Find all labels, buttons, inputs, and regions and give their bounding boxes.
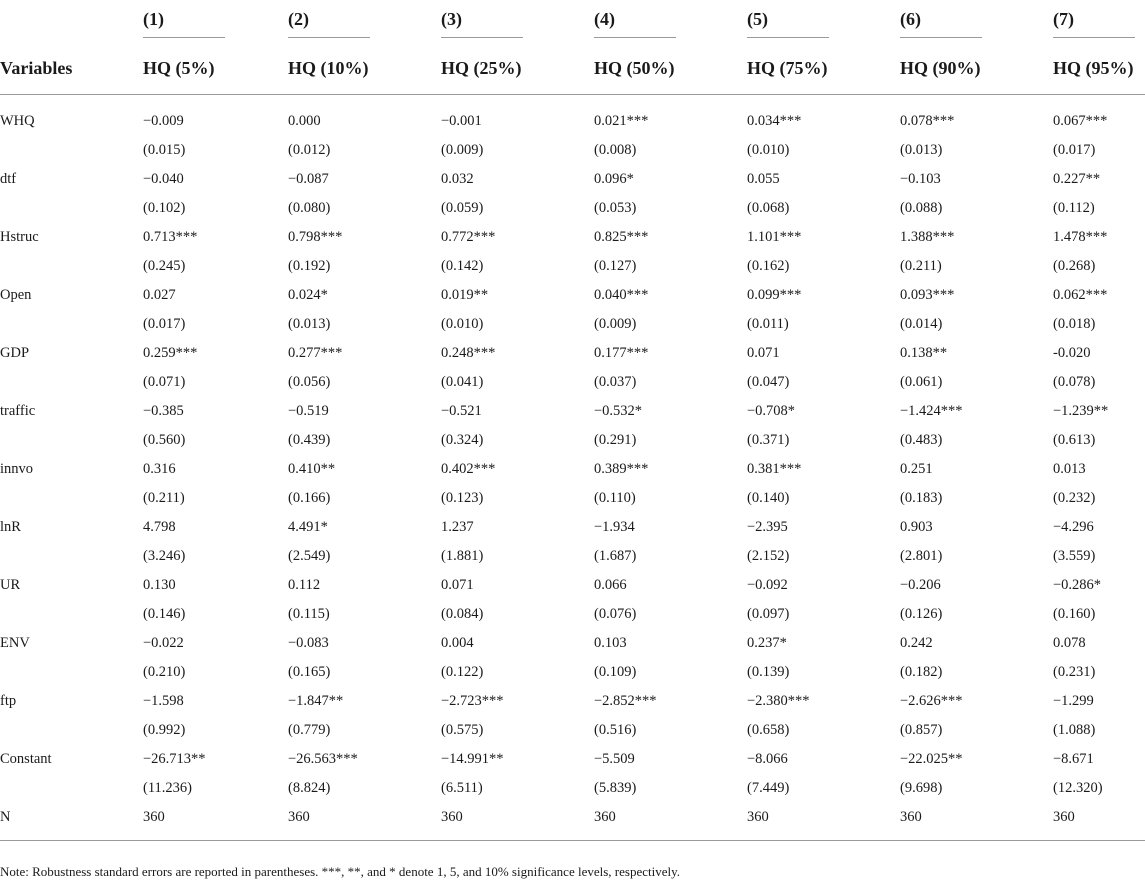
column-rule [441,37,523,38]
std-error-cell: (0.560) [143,432,186,448]
std-error-cell: (11.236) [143,780,192,796]
coefficient-cell: 0.103 [594,635,627,651]
std-error-cell: (0.014) [900,316,943,332]
std-error-cell: (0.061) [900,374,943,390]
variables-header: Variables [0,58,73,78]
column-header: HQ (25%) [441,58,522,78]
std-error-cell: (0.059) [441,200,484,216]
std-error-cell: (0.324) [441,432,484,448]
std-error-cell: (0.013) [288,316,331,332]
std-error-cell: (0.182) [900,664,943,680]
coefficient-cell: 0.903 [900,519,933,535]
n-cell: 360 [747,809,769,825]
coefficient-cell: −0.087 [288,171,329,187]
column-rule [594,37,676,38]
std-error-cell: (0.017) [1053,142,1096,158]
coefficient-cell: 0.013 [1053,461,1086,477]
coefficient-cell: 0.130 [143,577,176,593]
coefficient-cell: 4.798 [143,519,176,535]
variable-name: WHQ [0,113,35,129]
coefficient-cell: 1.101*** [747,229,802,245]
std-error-cell: (0.146) [143,606,186,622]
coefficient-cell: −1.239** [1053,403,1109,419]
variable-name: ENV [0,635,30,651]
n-cell: 360 [288,809,310,825]
std-error-cell: (0.080) [288,200,331,216]
coefficient-cell: 1.478*** [1053,229,1108,245]
std-error-cell: (0.011) [747,316,789,332]
std-error-cell: (0.013) [900,142,943,158]
coefficient-cell: 0.071 [747,345,780,361]
coefficient-cell: 0.389*** [594,461,649,477]
coefficient-cell: 0.713*** [143,229,198,245]
coefficient-cell: −26.563*** [288,751,358,767]
n-cell: 360 [143,809,165,825]
coefficient-cell: −0.009 [143,113,184,129]
std-error-cell: (0.231) [1053,664,1096,680]
coefficient-cell: 0.040*** [594,287,649,303]
coefficient-cell: −0.519 [288,403,329,419]
n-cell: 360 [441,809,463,825]
column-number: (6) [900,9,921,29]
std-error-cell: (0.183) [900,490,943,506]
std-error-cell: (0.109) [594,664,637,680]
column-header: HQ (90%) [900,58,981,78]
coefficient-cell: −1.934 [594,519,635,535]
coefficient-cell: 0.177*** [594,345,649,361]
std-error-cell: (0.078) [1053,374,1096,390]
std-error-cell: (0.110) [594,490,636,506]
std-error-cell: (0.076) [594,606,637,622]
std-error-cell: (0.084) [441,606,484,622]
std-error-cell: (0.211) [143,490,185,506]
variable-name: traffic [0,403,36,419]
column-rule [1053,37,1135,38]
std-error-cell: (0.053) [594,200,637,216]
std-error-cell: (0.123) [441,490,484,506]
std-error-cell: (0.613) [1053,432,1096,448]
column-header: HQ (10%) [288,58,369,78]
coefficient-cell: 0.112 [288,577,321,593]
std-error-cell: (0.102) [143,200,186,216]
coefficient-cell: 0.078*** [900,113,955,129]
coefficient-cell: −22.025** [900,751,963,767]
coefficient-cell: 0.316 [143,461,176,477]
coefficient-cell: 0.004 [441,635,474,651]
coefficient-cell: 0.096* [594,171,634,187]
variable-name: dtf [0,171,17,187]
column-rule [288,37,370,38]
std-error-cell: (0.142) [441,258,484,274]
coefficient-cell: 0.024* [288,287,328,303]
coefficient-cell: 0.078 [1053,635,1086,651]
n-cell: 360 [594,809,616,825]
column-rule [900,37,982,38]
column-number: (5) [747,9,768,29]
variable-name: UR [0,577,21,593]
std-error-cell: (0.112) [1053,200,1095,216]
column-rule [143,37,225,38]
coefficient-cell: 1.388*** [900,229,955,245]
std-error-cell: (0.071) [143,374,186,390]
coefficient-cell: −0.103 [900,171,941,187]
coefficient-cell: 0.062*** [1053,287,1108,303]
std-error-cell: (0.210) [143,664,186,680]
coefficient-cell: 0.251 [900,461,933,477]
coefficient-cell: −1.424*** [900,403,963,419]
std-error-cell: (0.857) [900,722,943,738]
coefficient-cell: 0.000 [288,113,321,129]
coefficient-cell: 0.242 [900,635,933,651]
coefficient-cell: −0.521 [441,403,482,419]
coefficient-cell: −1.299 [1053,693,1094,709]
coefficient-cell: 0.093*** [900,287,955,303]
column-number: (1) [143,9,164,29]
column-number: (4) [594,9,615,29]
coefficient-cell: 4.491* [288,519,328,535]
table-note: Note: Robustness standard errors are reported in parentheses. ***, **, and * denote 1, 5, and 10% significance levels, respectively. [0,864,681,879]
coefficient-cell: 0.798*** [288,229,343,245]
coefficient-cell: 0.071 [441,577,474,593]
coefficient-cell: 0.066 [594,577,627,593]
std-error-cell: (6.511) [441,780,483,796]
variable-name: Open [0,287,32,303]
column-header: HQ (75%) [747,58,828,78]
coefficient-cell: 0.381*** [747,461,802,477]
coefficient-cell: −2.395 [747,519,788,535]
coefficient-cell: −0.708* [747,403,796,419]
std-error-cell: (0.232) [1053,490,1096,506]
std-error-cell: (0.018) [1053,316,1096,332]
coefficient-cell: 0.772*** [441,229,496,245]
coefficient-cell: 0.259*** [143,345,198,361]
std-error-cell: (0.779) [288,722,331,738]
coefficient-cell: 0.027 [143,287,176,303]
std-error-cell: (12.320) [1053,780,1103,796]
coefficient-cell: −0.385 [143,403,184,419]
coefficient-cell: -0.020 [1053,345,1091,361]
variable-name: GDP [0,345,30,361]
std-error-cell: (0.211) [900,258,942,274]
std-error-cell: (0.122) [441,664,484,680]
std-error-cell: (0.516) [594,722,637,738]
std-error-cell: (0.009) [594,316,637,332]
coefficient-cell: −1.598 [143,693,184,709]
std-error-cell: (0.371) [747,432,790,448]
coefficient-cell: −14.991** [441,751,504,767]
bottom-rule [0,840,1145,841]
std-error-cell: (0.166) [288,490,331,506]
std-error-cell: (0.192) [288,258,331,274]
std-error-cell: (0.483) [900,432,943,448]
coefficient-cell: 0.055 [747,171,780,187]
std-error-cell: (0.047) [747,374,790,390]
coefficient-cell: 0.227** [1053,171,1101,187]
coefficient-cell: −8.066 [747,751,788,767]
std-error-cell: (0.088) [900,200,943,216]
coefficient-cell: 0.021*** [594,113,649,129]
std-error-cell: (0.245) [143,258,186,274]
variable-name: lnR [0,519,21,535]
std-error-cell: (1.088) [1053,722,1096,738]
std-error-cell: (0.992) [143,722,186,738]
variable-name: Hstruc [0,229,39,245]
std-error-cell: (0.268) [1053,258,1096,274]
column-number: (7) [1053,9,1074,29]
column-header: HQ (5%) [143,58,215,78]
std-error-cell: (2.152) [747,548,790,564]
std-error-cell: (0.041) [441,374,484,390]
coefficient-cell: −0.092 [747,577,788,593]
std-error-cell: (0.037) [594,374,637,390]
std-error-cell: (3.246) [143,548,186,564]
coefficient-cell: −5.509 [594,751,635,767]
coefficient-cell: 0.032 [441,171,474,187]
std-error-cell: (0.140) [747,490,790,506]
coefficient-cell: 0.237* [747,635,787,651]
std-error-cell: (9.698) [900,780,943,796]
std-error-cell: (0.017) [143,316,186,332]
column-number: (2) [288,9,309,29]
std-error-cell: (0.009) [441,142,484,158]
coefficient-cell: −2.852*** [594,693,657,709]
coefficient-cell: −1.847** [288,693,344,709]
variable-name: Constant [0,751,52,767]
coefficient-cell: 0.067*** [1053,113,1108,129]
std-error-cell: (0.115) [288,606,330,622]
std-error-cell: (0.097) [747,606,790,622]
std-error-cell: (2.549) [288,548,331,564]
std-error-cell: (0.010) [441,316,484,332]
std-error-cell: (0.439) [288,432,331,448]
column-rule [747,37,829,38]
coefficient-cell: 1.237 [441,519,474,535]
std-error-cell: (1.687) [594,548,637,564]
std-error-cell: (0.575) [441,722,484,738]
std-error-cell: (5.839) [594,780,637,796]
n-cell: 360 [900,809,922,825]
std-error-cell: (0.010) [747,142,790,158]
std-error-cell: (0.291) [594,432,637,448]
coefficient-cell: −2.380*** [747,693,810,709]
coefficient-cell: −0.022 [143,635,184,651]
column-number: (3) [441,9,462,29]
std-error-cell: (7.449) [747,780,790,796]
variable-name: innvo [0,461,34,477]
coefficient-cell: 0.099*** [747,287,802,303]
std-error-cell: (0.139) [747,664,790,680]
coefficient-cell: 0.402*** [441,461,496,477]
std-error-cell: (2.801) [900,548,943,564]
header-rule [0,94,1145,95]
coefficient-cell: 0.248*** [441,345,496,361]
coefficient-cell: 0.410** [288,461,336,477]
column-header: HQ (50%) [594,58,675,78]
std-error-cell: (0.658) [747,722,790,738]
coefficient-cell: 0.138** [900,345,948,361]
coefficient-cell: −8.671 [1053,751,1094,767]
coefficient-cell: −0.286* [1053,577,1102,593]
coefficient-cell: 0.019** [441,287,489,303]
coefficient-cell: −0.001 [441,113,482,129]
std-error-cell: (8.824) [288,780,331,796]
coefficient-cell: −0.083 [288,635,329,651]
std-error-cell: (0.056) [288,374,331,390]
coefficient-cell: −0.532* [594,403,643,419]
std-error-cell: (0.015) [143,142,186,158]
coefficient-cell: −26.713** [143,751,206,767]
column-header: HQ (95%) [1053,58,1134,78]
std-error-cell: (0.165) [288,664,331,680]
std-error-cell: (1.881) [441,548,484,564]
coefficient-cell: −2.626*** [900,693,963,709]
std-error-cell: (0.127) [594,258,637,274]
std-error-cell: (0.126) [900,606,943,622]
coefficient-cell: −2.723*** [441,693,504,709]
n-cell: 360 [1053,809,1075,825]
coefficient-cell: −0.206 [900,577,941,593]
std-error-cell: (0.008) [594,142,637,158]
std-error-cell: (0.012) [288,142,331,158]
coefficient-cell: −0.040 [143,171,184,187]
std-error-cell: (3.559) [1053,548,1096,564]
coefficient-cell: −4.296 [1053,519,1094,535]
coefficient-cell: 0.277*** [288,345,343,361]
n-label: N [0,809,11,825]
std-error-cell: (0.068) [747,200,790,216]
variable-name: ftp [0,693,17,709]
coefficient-cell: 0.825*** [594,229,649,245]
coefficient-cell: 0.034*** [747,113,802,129]
std-error-cell: (0.160) [1053,606,1096,622]
std-error-cell: (0.162) [747,258,790,274]
